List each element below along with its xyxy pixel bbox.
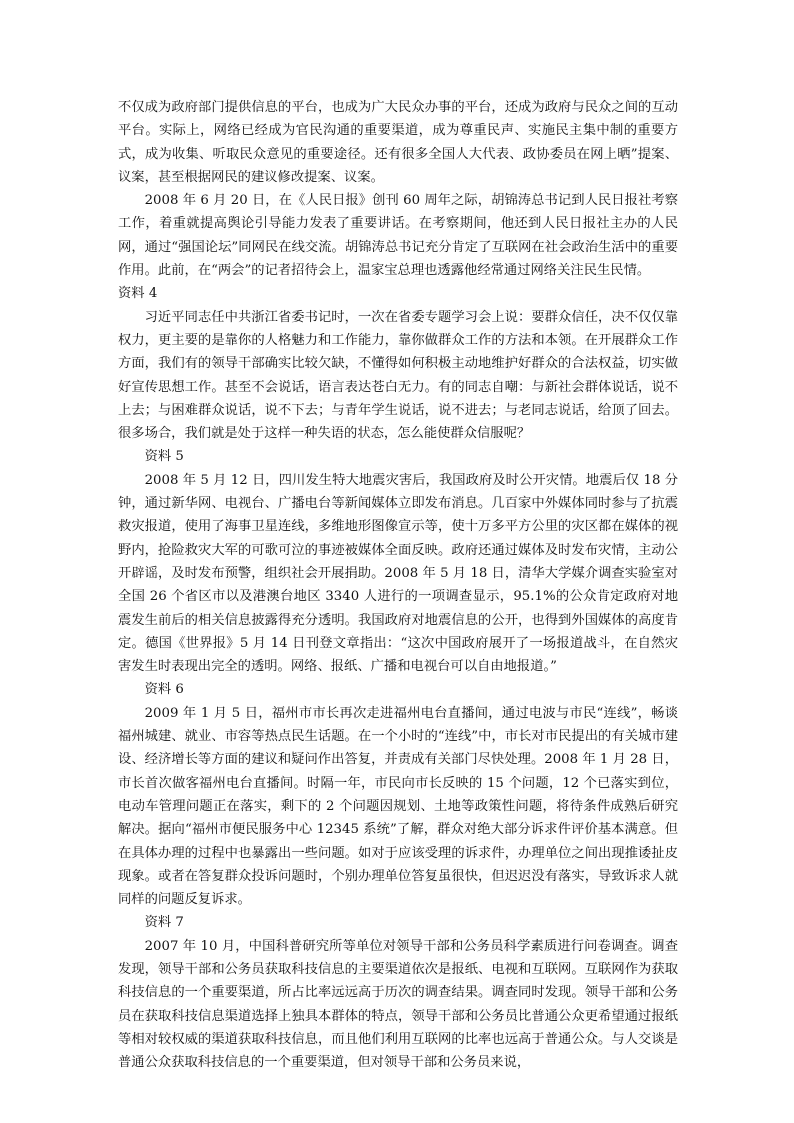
document-page [118, 96, 678, 1074]
section-heading-material-4: 资料 4 [118, 286, 158, 302]
section-heading-material-5: 资料 5 [144, 449, 184, 465]
section-heading-material-6: 资料 6 [144, 682, 184, 698]
paragraph-xi-jinping-speech: 习近平同志任中共浙江省委书记时，一次在省委专题学习会上说：要群众信任，决不仅仅靠权力，更主要的是靠你的人格魅力和工作能力，靠你做群众工作的方法和本领。在开展群众工作方面，我们有的领导干部确实比较欠缺，不懂得如何积极主动地维护好群众的合法权益，切实做好宣传思想工作。甚至不会说话，语言表达苍白无力。有的同志自嘲：与新社会群体说话，说不上去；与困难群众说话，说不下去；与青年学生说话，说不进去；与老同志说话，给顶了回去。很多场合，我们就是处于这样一种失语的状态，怎么能使群众信服呢？ [118, 309, 678, 442]
paragraph-sichuan-earthquake: 2008 年 5 月 12 日，四川发生特大地震灾害后，我国政府及时公开灾情。地震后仅 18 分钟，通过新华网、电视台、广播电台等新闻媒体立即发布消息。几百家中外媒体同时参与了抗震救灾报道，使用了海事卫星连线，多维地形图像宣示等，使十万多平方公里的灾区都在媒体的视野内，抢险救灾大军的可歌可泣的事迹被媒体全面反映。政府还通过媒体及时发布灾情，主动公开辟谣，及时发布预警，组织社会开展捐助。2008 年 5 月 18 日，清华大学媒介调查实验室对全国 26 个省区市以及港澳台地区 3340 人进行的一项调查显示，95.1%的公众肯定政府对地震发生前后的相关信息披露得充分透明。我国政府对地震信息的公开，也得到外国媒体的高度肯定。德国《世界报》5 月 14 日刊登文章指出：“这次中国政府展开了一场报道战斗，在自然灾害发生时表现出完全的透明。网络、报纸、广播和电视台可以自由地报道。” [118, 472, 678, 675]
paragraph-hu-jintao-visit: 2008 年 6 月 20 日，在《人民日报》创刊 60 周年之际，胡锦涛总书记到人民日报社考察工作，着重就提高舆论引导能力发表了重要讲话。在考察期间，他还到人民日报社主办的人民网，通过“强国论坛”同网民在线交流。胡锦涛总书记充分肯定了互联网在社会政治生活中的重要作用。此前，在“两会”的记者招待会上，温家宝总理也透露他经常通过网络关注民生民情。 [118, 193, 678, 279]
section-heading-material-7: 资料 7 [144, 915, 184, 931]
paragraph-online-platform: 不仅成为政府部门提供信息的平台，也成为广大民众办事的平台，还成为政府与民众之间的互动平台。实际上，网络已经成为官民沟通的重要渠道，成为尊重民声、实施民主集中制的重要方式，成为收集、听取民众意见的重要途径。还有很多全国人大代表、政协委员在网上晒”提案、议案，甚至根据网民的建议修改提案、议案。 [118, 100, 678, 185]
paragraph-science-survey: 2007 年 10 月，中国科普研究所等单位对领导干部和公务员科学素质进行问卷调查。调查发现，领导干部和公务员获取科技信息的主要渠道依次是报纸、电视和互联网。互联网作为获取科技信息的一个重要渠道，所占比率远远高于历次的调查结果。调查同时发现。领导干部和公务员在获取科技信息渠道选择上独具本群体的特点，领导干部和公务员比普通公众更希望通过报纸等相对较权威的渠道获取科技信息，而且他们利用互联网的比率也远高于普通公众。与人交谈是普通公众获取科技信息的一个重要渠道，但对领导干部和公务员来说， [118, 938, 678, 1071]
paragraph-fuzhou-mayor: 2009 年 1 月 5 日，福州市市长再次走进福州电台直播间，通过电波与市民“连线”，畅谈福州城建、就业、市容等热点民生话题。在一个小时的“连线”中，市长对市民提出的有关城市建设、经济增长等方面的建议和疑问作出答复，并责成有关部门尽快处理。2008 年 1 月 28 日，市长首次做客福州电台直播间。时隔一年，市民向市长反映的 15 个问题，12 个已落实到位，电动车管理问题正在落实，剩下的 2 个问题因规划、土地等政策性问题，将待条件成熟后研究解决。据向“福州市便民服务中心 12345 系统”了解，群众对绝大部分诉求件评价基本满意。但在具体办理的过程中也暴露出一些问题。如对于应该受理的诉求件，办理单位之间出现推诿扯皮现象。或者在答复群众投诉问题时，个别办理单位答复虽很快，但迟迟没有落实，导致诉求人就同样的问题反复诉求。 [118, 705, 678, 908]
